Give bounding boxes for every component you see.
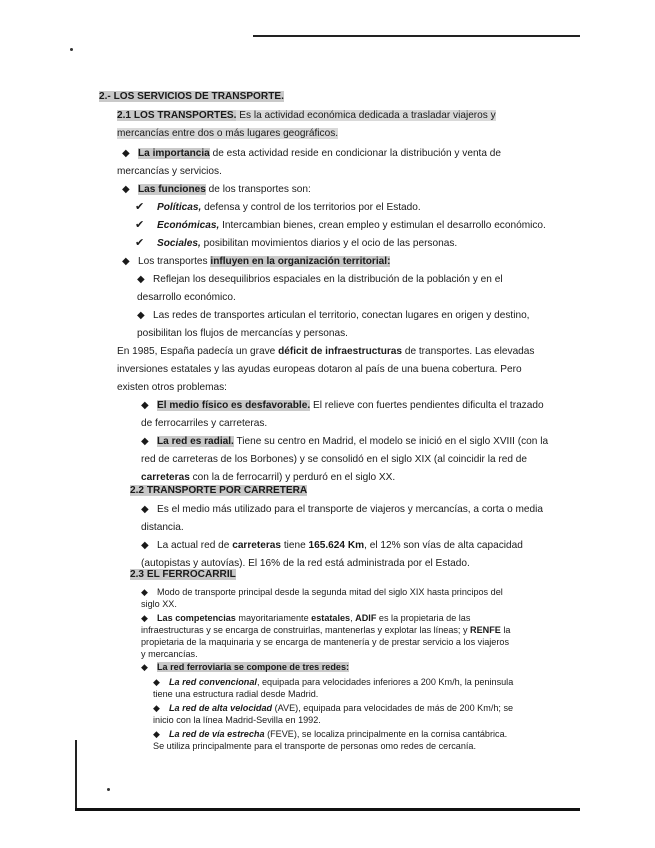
road-item: ◆ La actual red de carreteras tiene 165.624 Km, el 12% son vías de alta capacidad	[141, 540, 523, 551]
rail-subitem: ◆ La red de alta velocidad (AVE), equipada para velocidades de más de 200 Km/h; se	[153, 703, 514, 713]
paragraph-1985: En 1985, España padecía un grave déficit de infraestructuras de transportes. Las elevadas	[117, 346, 535, 357]
diamond-icon: ◆	[153, 703, 160, 713]
text-line: posibilitan los flujos de mercancías y personas.	[137, 328, 348, 339]
diamond-icon: ◆	[122, 148, 130, 159]
text-line: desarrollo económico.	[137, 292, 236, 303]
heading-2-2: 2.2 TRANSPORTE POR CARRETERA	[130, 485, 308, 496]
influence-subitem: ◆ Las redes de transportes articulan el territorio, conectan lugares en origen y destino,	[137, 310, 530, 321]
diamond-icon: ◆	[153, 677, 160, 687]
function-item: ✔ Sociales, posibilitan movimientos diarios y el ocio de las personas.	[135, 237, 458, 249]
diamond-icon: ◆	[141, 436, 149, 447]
rail-network-item: ◆ La red ferroviaria se compone de tres redes:	[141, 662, 350, 672]
rail-subitem: ◆ La red de vía estrecha (FEVE), se localiza principalmente en la cornisa cantábrica.	[153, 729, 508, 739]
text-line: propietaria de la maquinaria y se encarga de mantenería y de prestar servicio a los viajeros	[141, 637, 509, 647]
text-line: red de carreteras de los Borbones) y se consolidó en el siglo XIX (al coincidir la red de	[141, 454, 528, 465]
text-line: inicio con la línea Madrid-Sevilla en 1992.	[153, 715, 321, 725]
section-title: 2.- LOS SERVICIOS DE TRANSPORTE.	[99, 91, 284, 102]
diamond-icon: ◆	[141, 587, 148, 597]
diamond-icon: ◆	[141, 400, 149, 411]
bottom-rule	[75, 808, 580, 811]
influence-item: ◆ Los transportes influyen en la organización territorial:	[122, 256, 391, 267]
function-item: ✔ Económicas, Intercambian bienes, crean empleo y estimulan el desarrollo económico.	[135, 219, 546, 231]
text-line: existen otros problemas:	[117, 382, 227, 393]
text-line: Se utiliza principalmente para el transporte de personas omo redes de cercanía.	[153, 741, 477, 751]
road-item: ◆ Es el medio más utilizado para el transporte de viajeros y mercancías, a corta o media	[141, 504, 543, 515]
function-item: ✔ Políticas, defensa y control de los territorios por el Estado.	[135, 201, 421, 213]
text-line: tiene una estructura radial desde Madrid.	[153, 689, 319, 699]
diamond-icon: ◆	[141, 662, 148, 672]
diamond-icon: ◆	[141, 504, 149, 515]
corner-mark	[75, 740, 77, 810]
diamond-icon: ◆	[153, 729, 160, 739]
diamond-icon: ◆	[137, 274, 145, 285]
text-line: (autopistas y autovías). El 16% de la red está administrada por el Estado.	[141, 558, 470, 569]
check-icon: ✔	[135, 201, 145, 213]
heading-2-1: 2.1 LOS TRANSPORTES.	[117, 110, 237, 121]
text-line: carreteras con la de ferrocarril) y perduró en el siglo XX.	[141, 472, 396, 483]
diamond-icon: ◆	[122, 256, 130, 267]
text-line: mercancías y servicios.	[117, 166, 222, 177]
check-icon: ✔	[135, 219, 145, 231]
problem-item: ◆ La red es radial. Tiene su centro en Madrid, el modelo se inició en el siglo XVIII (con la	[141, 436, 549, 447]
definition-line: mercancías entre dos o más lugares geográficos.	[117, 128, 339, 139]
check-icon: ✔	[135, 237, 145, 249]
influence-subitem: ◆ Reflejan los desequilibrios espaciales en la distribución de la población y en el	[137, 274, 503, 285]
functions-item: ◆ Las funciones de los transportes son:	[122, 184, 311, 195]
speck	[107, 788, 110, 791]
text-line: siglo XX.	[141, 599, 177, 609]
diamond-icon: ◆	[137, 310, 145, 321]
definition-line: 2.1 LOS TRANSPORTES. Es la actividad económica dedicada a trasladar viajeros y	[117, 110, 496, 121]
diamond-icon: ◆	[141, 540, 149, 551]
heading-2-3: 2.3 EL FERROCARRIL	[130, 569, 236, 580]
rail-competences: ◆ Las competencias mayoritariamente estatales, ADIF es la propietaria de las	[141, 613, 471, 623]
text-line: inversiones estatales y las ayudas europeas dotaron al país de una buena cobertura. Pero	[117, 364, 522, 375]
rail-subitem: ◆ La red convencional, equipada para velocidades inferiores a 200 Km/h, la peninsula	[153, 677, 514, 687]
text-line: de ferrocarriles y carreteras.	[141, 418, 268, 429]
text-line: infraestructuras y se encarga de construirlas, mantenerlas y explotar las líneas; y RENFE la	[141, 625, 511, 635]
problem-item: ◆ El medio físico es desfavorable. El relieve con fuertes pendientes dificulta el trazado	[141, 400, 544, 411]
rail-item: ◆ Modo de transporte principal desde la segunda mitad del siglo XIX hasta principos del	[141, 587, 503, 597]
importance-item: ◆ La importancia de esta actividad reside en condicionar la distribución y venta de	[122, 148, 502, 159]
text-line: distancia.	[141, 522, 184, 533]
text-line: y mercancías.	[141, 649, 198, 659]
diamond-icon: ◆	[122, 184, 130, 195]
diamond-icon: ◆	[141, 613, 148, 623]
top-rule	[253, 35, 580, 37]
speck	[70, 48, 73, 51]
